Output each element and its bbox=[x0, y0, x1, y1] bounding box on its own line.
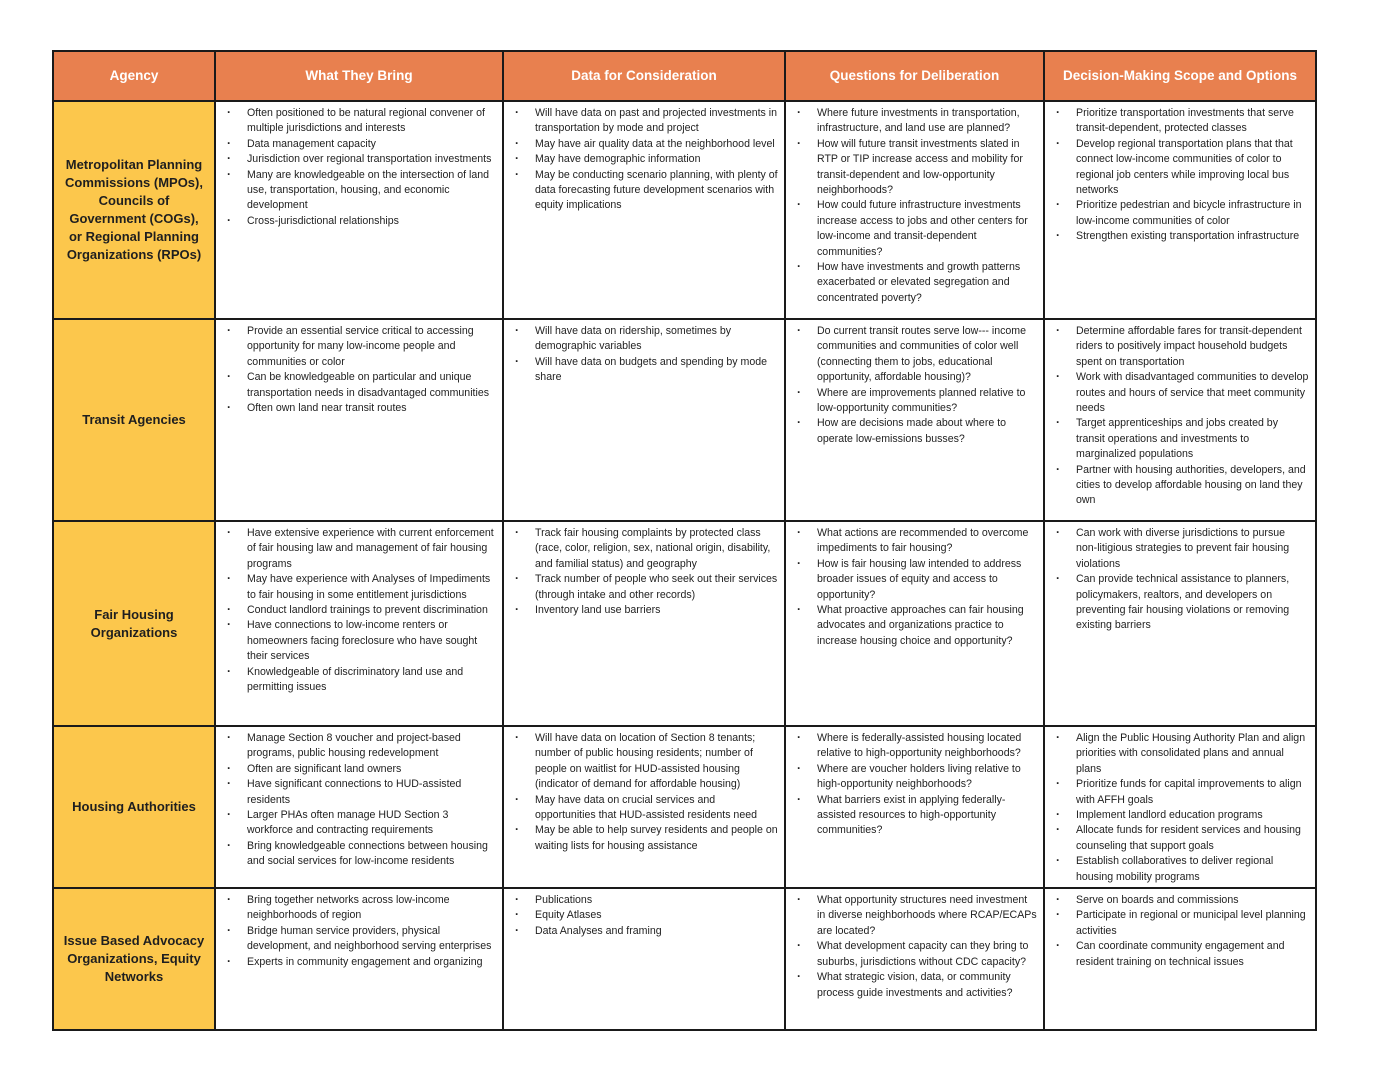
agency-cell: Issue Based Advocacy Organizations, Equity Networks bbox=[53, 888, 215, 1030]
list-item: · Serve on boards and commissions bbox=[1051, 893, 1309, 908]
questions-cell bbox=[785, 521, 1044, 726]
list-item: · Have significant connections to HUD-assisted residents bbox=[222, 777, 496, 808]
list-item: · How will future transit investments slated in RTP or TIP increase access and mobility for transit-dependent and low-opportunity neighborhoods? bbox=[792, 137, 1037, 199]
list-item: · Manage Section 8 voucher and project-based programs, public housing redevelopment bbox=[222, 731, 496, 762]
table-body bbox=[53, 101, 1316, 1030]
questions-list bbox=[792, 324, 1037, 447]
list-item: · Can be knowledgeable on particular and unique transportation needs in disadvantaged communities bbox=[222, 370, 496, 401]
list-item: · Track number of people who seek out their services (through intake and other records) bbox=[510, 572, 778, 603]
bring-cell bbox=[215, 521, 503, 726]
list-item: · Where are improvements planned relative to low-opportunity communities? bbox=[792, 386, 1037, 417]
list-item: · Many are knowledgeable on the intersection of land use, transportation, housing, and economic development bbox=[222, 168, 496, 214]
scope-cell bbox=[1044, 888, 1316, 1030]
bring-list bbox=[222, 324, 496, 416]
list-item: · What actions are recommended to overcome impediments to fair housing? bbox=[792, 526, 1037, 557]
agency-cell: Transit Agencies bbox=[53, 319, 215, 521]
scope-cell bbox=[1044, 319, 1316, 521]
scope-cell bbox=[1044, 726, 1316, 888]
list-item: · Will have data on budgets and spending by mode share bbox=[510, 355, 778, 386]
agency-table bbox=[52, 50, 1317, 1031]
table-row bbox=[53, 319, 1316, 521]
list-item: · Prioritize funds for capital improvements to align with AFFH goals bbox=[1051, 777, 1309, 808]
list-item: · Will have data on past and projected investments in transportation by mode and project bbox=[510, 106, 778, 137]
questions-cell bbox=[785, 888, 1044, 1030]
list-item: · What barriers exist in applying federally-assisted resources to high-opportunity communities? bbox=[792, 793, 1037, 839]
list-item: · Often positioned to be natural regional convener of multiple jurisdictions and interests bbox=[222, 106, 496, 137]
questions-list bbox=[792, 731, 1037, 839]
list-item: · How could future infrastructure investments increase access to jobs and other centers for low-income and transit-dependent communities? bbox=[792, 198, 1037, 260]
list-item: · Can coordinate community engagement and resident training on technical issues bbox=[1051, 939, 1309, 970]
list-item: · May be able to help survey residents and people on waiting lists for housing assistance bbox=[510, 823, 778, 854]
list-item: · Will have data on ridership, sometimes by demographic variables bbox=[510, 324, 778, 355]
list-item: · Bring knowledgeable connections between housing and social services for low-income residents bbox=[222, 839, 496, 870]
list-item: · Can work with diverse jurisdictions to pursue non-litigious strategies to prevent fair housing violations bbox=[1051, 526, 1309, 572]
data-list bbox=[510, 526, 778, 618]
bring-list bbox=[222, 106, 496, 229]
table-row bbox=[53, 521, 1316, 726]
list-item: · Will have data on location of Section 8 tenants; number of public housing residents; number of people on waitlist for HUD-assisted housing (indicator of demand for affordable housing) bbox=[510, 731, 778, 793]
list-item: · Data management capacity bbox=[222, 137, 496, 152]
data-list bbox=[510, 731, 778, 854]
questions-cell bbox=[785, 101, 1044, 319]
list-item: · What opportunity structures need investment in diverse neighborhoods where RCAP/ECAPs are located? bbox=[792, 893, 1037, 939]
list-item: · Have extensive experience with current enforcement of fair housing law and management of fair housing programs bbox=[222, 526, 496, 572]
bring-cell bbox=[215, 101, 503, 319]
data-cell bbox=[503, 521, 785, 726]
list-item: · Work with disadvantaged communities to develop routes and hours of service that meet community needs bbox=[1051, 370, 1309, 416]
scope-list bbox=[1051, 731, 1309, 885]
header-data-for-consideration: Data for Consideration bbox=[503, 51, 785, 101]
bring-cell bbox=[215, 726, 503, 888]
scope-cell bbox=[1044, 101, 1316, 319]
bring-list bbox=[222, 526, 496, 695]
list-item: · Implement landlord education programs bbox=[1051, 808, 1309, 823]
header-agency: Agency bbox=[53, 51, 215, 101]
list-item: · What development capacity can they bring to suburbs, jurisdictions without CDC capacity? bbox=[792, 939, 1037, 970]
list-item: · How is fair housing law intended to address broader issues of equity and access to opportunity? bbox=[792, 557, 1037, 603]
agency-cell: Fair Housing Organizations bbox=[53, 521, 215, 726]
list-item: · Establish collaboratives to deliver regional housing mobility programs bbox=[1051, 854, 1309, 885]
list-item: · Publications bbox=[510, 893, 778, 908]
header-what-they-bring: What They Bring bbox=[215, 51, 503, 101]
list-item: · Inventory land use barriers bbox=[510, 603, 778, 618]
scope-list bbox=[1051, 324, 1309, 509]
header-row bbox=[53, 51, 1316, 101]
list-item: · Have connections to low-income renters or homeowners facing foreclosure who have sought their services bbox=[222, 618, 496, 664]
questions-list bbox=[792, 893, 1037, 1001]
list-item: · Conduct landlord trainings to prevent discrimination bbox=[222, 603, 496, 618]
list-item: · What proactive approaches can fair housing advocates and organizations practice to increase housing choice and opportunity? bbox=[792, 603, 1037, 649]
list-item: · Cross-jurisdictional relationships bbox=[222, 214, 496, 229]
agency-table-container bbox=[52, 50, 1315, 1031]
list-item: · Experts in community engagement and organizing bbox=[222, 955, 496, 970]
list-item: · Determine affordable fares for transit-dependent riders to positively impact household budgets spent on transportation bbox=[1051, 324, 1309, 370]
bring-cell bbox=[215, 319, 503, 521]
list-item: · Prioritize transportation investments that serve transit-dependent, protected classes bbox=[1051, 106, 1309, 137]
list-item: · Develop regional transportation plans that that connect low-income communities of color to regional job centers while improving local bus networks bbox=[1051, 137, 1309, 199]
questions-cell bbox=[785, 319, 1044, 521]
list-item: · Bridge human service providers, physical development, and neighborhood serving enterprises bbox=[222, 924, 496, 955]
agency-cell: Metropolitan Planning Commissions (MPOs), Councils of Government (COGs), or Regional Planning Organizations (RPOs) bbox=[53, 101, 215, 319]
list-item: · Partner with housing authorities, developers, and cities to develop affordable housing on land they own bbox=[1051, 463, 1309, 509]
list-item: · Track fair housing complaints by protected class (race, color, religion, sex, national origin, disability, and familial status) and geography bbox=[510, 526, 778, 572]
data-cell bbox=[503, 726, 785, 888]
list-item: · Often own land near transit routes bbox=[222, 401, 496, 416]
list-item: · How have investments and growth patterns exacerbated or elevated segregation and concentrated poverty? bbox=[792, 260, 1037, 306]
data-cell bbox=[503, 101, 785, 319]
table-header bbox=[53, 51, 1316, 101]
scope-list bbox=[1051, 893, 1309, 970]
list-item: · Allocate funds for resident services and housing counseling that support goals bbox=[1051, 823, 1309, 854]
scope-list bbox=[1051, 106, 1309, 245]
list-item: · May have air quality data at the neighborhood level bbox=[510, 137, 778, 152]
header-decision-making-scope: Decision-Making Scope and Options bbox=[1044, 51, 1316, 101]
list-item: · Strengthen existing transportation infrastructure bbox=[1051, 229, 1309, 244]
list-item: · Prioritize pedestrian and bicycle infrastructure in low-income communities of color bbox=[1051, 198, 1309, 229]
agency-cell: Housing Authorities bbox=[53, 726, 215, 888]
list-item: · Can provide technical assistance to planners, policymakers, realtors, and developers on preventing fair housing violations or removing existing barriers bbox=[1051, 572, 1309, 634]
list-item: · May have demographic information bbox=[510, 152, 778, 167]
scope-list bbox=[1051, 526, 1309, 634]
bring-cell bbox=[215, 888, 503, 1030]
list-item: · Bring together networks across low-income neighborhoods of region bbox=[222, 893, 496, 924]
data-list bbox=[510, 106, 778, 214]
list-item: · How are decisions made about where to operate low-emissions busses? bbox=[792, 416, 1037, 447]
questions-list bbox=[792, 526, 1037, 649]
list-item: · Knowledgeable of discriminatory land use and permitting issues bbox=[222, 665, 496, 696]
list-item: · Participate in regional or municipal level planning activities bbox=[1051, 908, 1309, 939]
list-item: · Where are voucher holders living relative to high-opportunity neighborhoods? bbox=[792, 762, 1037, 793]
scope-cell bbox=[1044, 521, 1316, 726]
questions-cell bbox=[785, 726, 1044, 888]
list-item: · Data Analyses and framing bbox=[510, 924, 778, 939]
table-row bbox=[53, 888, 1316, 1030]
list-item: · Align the Public Housing Authority Plan and align priorities with consolidated plans and annual plans bbox=[1051, 731, 1309, 777]
list-item: · Do current transit routes serve low--- income communities and communities of color well (connecting them to jobs, educational opportunity, affordable housing)? bbox=[792, 324, 1037, 386]
bring-list bbox=[222, 731, 496, 870]
list-item: · May have experience with Analyses of Impediments to fair housing in some entitlement jurisdictions bbox=[222, 572, 496, 603]
data-cell bbox=[503, 888, 785, 1030]
data-cell bbox=[503, 319, 785, 521]
list-item: · Target apprenticeships and jobs created by transit operations and investments to marginalized populations bbox=[1051, 416, 1309, 462]
list-item: · Larger PHAs often manage HUD Section 3 workforce and contracting requirements bbox=[222, 808, 496, 839]
data-list bbox=[510, 893, 778, 939]
bring-list bbox=[222, 893, 496, 970]
list-item: · Often are significant land owners bbox=[222, 762, 496, 777]
list-item: · Equity Atlases bbox=[510, 908, 778, 923]
list-item: · May have data on crucial services and opportunities that HUD-assisted residents need bbox=[510, 793, 778, 824]
list-item: · Where future investments in transportation, infrastructure, and land use are planned? bbox=[792, 106, 1037, 137]
list-item: · Provide an essential service critical to accessing opportunity for many low-income people and communities or color bbox=[222, 324, 496, 370]
header-questions-for-deliberation: Questions for Deliberation bbox=[785, 51, 1044, 101]
table-row bbox=[53, 101, 1316, 319]
list-item: · May be conducting scenario planning, with plenty of data forecasting future development scenarios with equity implications bbox=[510, 168, 778, 214]
data-list bbox=[510, 324, 778, 386]
questions-list bbox=[792, 106, 1037, 306]
table-row bbox=[53, 726, 1316, 888]
list-item: · Jurisdiction over regional transportation investments bbox=[222, 152, 496, 167]
list-item: · Where is federally-assisted housing located relative to high-opportunity neighborhoods? bbox=[792, 731, 1037, 762]
list-item: · What strategic vision, data, or community process guide investments and activities? bbox=[792, 970, 1037, 1001]
